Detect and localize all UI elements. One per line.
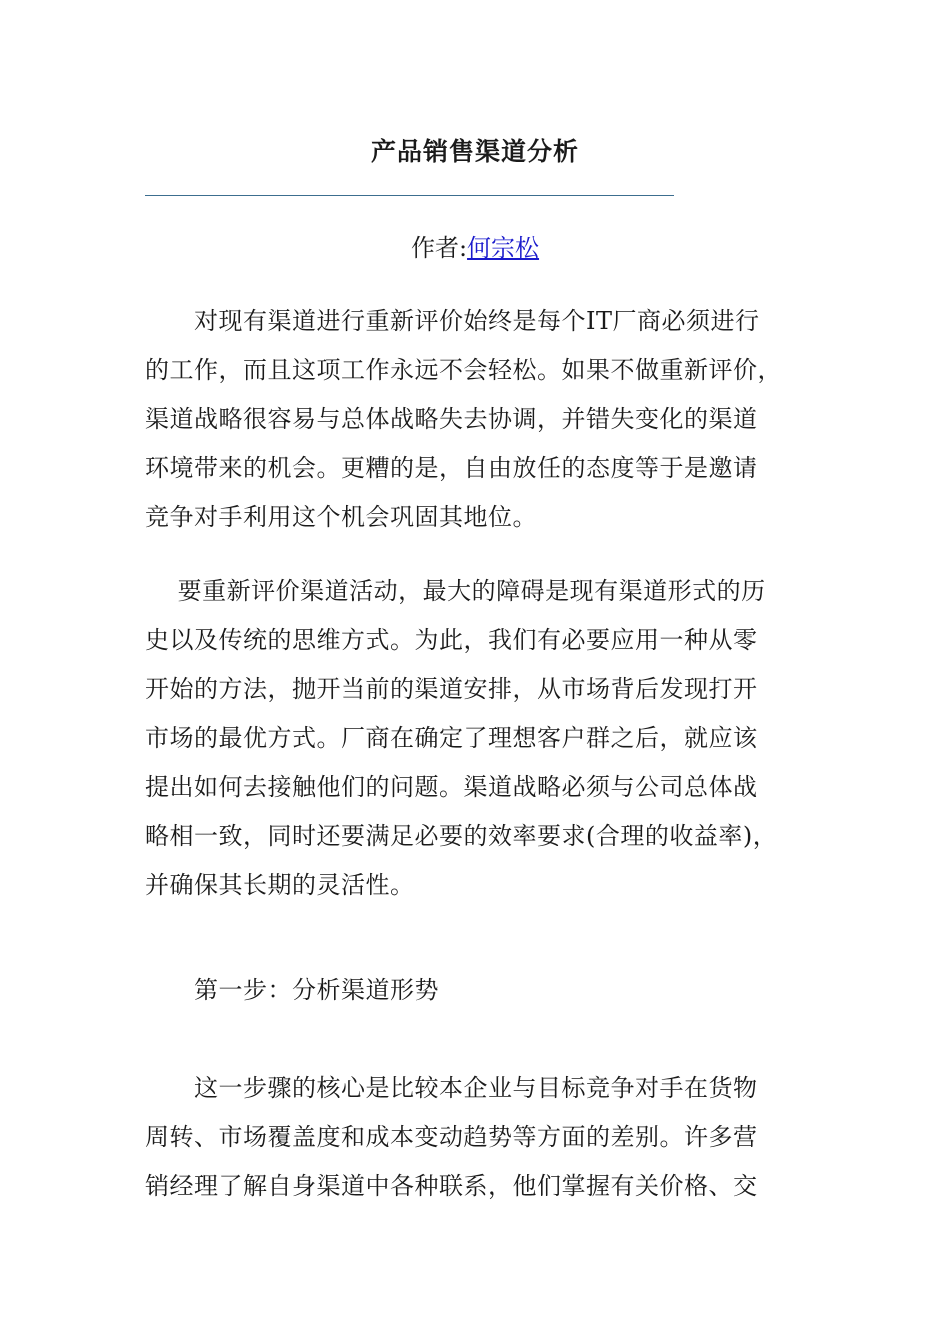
text-line: 竞争对手利用这个机会巩固其地位。 — [145, 503, 537, 531]
text-line: 要重新评价渠道活动，最大的障碍是现有渠道形式的历 — [145, 577, 766, 605]
text-line: 对现有渠道进行重新评价始终是每个IT厂商必须进行 — [145, 307, 760, 335]
section-heading-step-one — [145, 966, 805, 1015]
text-line: 略相一致，同时还要满足必要的效率要求(合理的收益率)， — [145, 822, 778, 850]
text-line: 周转、市场覆盖度和成本变动趋势等方面的差别。许多营 — [145, 1123, 758, 1151]
author-link[interactable]: 何宗松 — [467, 234, 540, 262]
document-title: 产品销售渠道分析 — [370, 137, 579, 166]
paragraph-intro — [145, 297, 805, 542]
text-line: 开始的方法，抛开当前的渠道安排，从市场背后发现打开 — [145, 675, 758, 703]
title-divider — [145, 195, 674, 196]
text-line: 第一步：分析渠道形势 — [145, 976, 439, 1004]
text-line: 的工作，而且这项工作永远不会轻松。如果不做重新评价， — [145, 356, 782, 384]
text-line: 渠道战略很容易与总体战略失去协调，并错失变化的渠道 — [145, 405, 758, 433]
paragraph-reevaluation — [145, 567, 805, 910]
paragraph-step-one — [145, 1064, 805, 1211]
text-line: 市场的最优方式。厂商在确定了理想客户群之后，就应该 — [145, 724, 758, 752]
text-line: 并确保其长期的灵活性。 — [145, 871, 415, 899]
author-label: 作者: — [410, 234, 468, 262]
text-line: 这一步骤的核心是比较本企业与目标竞争对手在货物 — [145, 1074, 758, 1102]
text-line: 提出如何去接触他们的问题。渠道战略必须与公司总体战 — [145, 773, 758, 801]
author-line — [0, 230, 950, 266]
text-line: 史以及传统的思维方式。为此，我们有必要应用一种从零 — [145, 626, 758, 654]
text-line: 销经理了解自身渠道中各种联系，他们掌握有关价格、交 — [145, 1172, 758, 1200]
text-line: 环境带来的机会。更糟的是，自由放任的态度等于是邀请 — [145, 454, 758, 482]
